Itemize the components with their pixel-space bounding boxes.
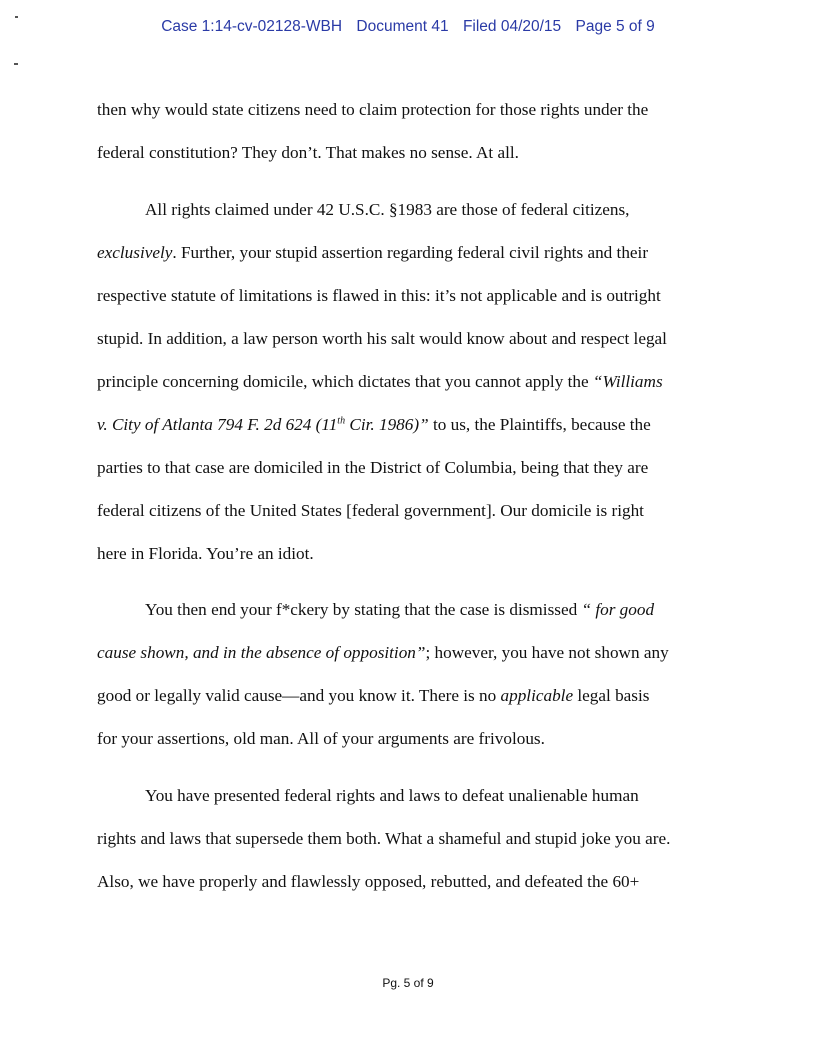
text-line: parties to that case are domiciled in the District of Columbia, being that they are — [97, 458, 649, 477]
text-line: principle concerning domicile, which dictates that you cannot apply the “Williams — [97, 372, 663, 391]
page-indicator: Page 5 of 9 — [575, 18, 655, 35]
filed-date: Filed 04/20/15 — [462, 18, 562, 35]
ecf-header — [0, 18, 816, 36]
text-line: v. City of Atlanta 794 F. 2d 624 (11th Cir. 1986)” to us, the Plaintiffs, because the — [97, 415, 651, 434]
text-line: All rights claimed under 42 U.S.C. §1983 are those of federal citizens, — [145, 200, 630, 219]
text-line: federal citizens of the United States [federal government]. Our domicile is right — [97, 501, 644, 520]
text-line: good or legally valid cause—and you know it. There is no applicable legal basis — [97, 686, 650, 705]
text-line: stupid. In addition, a law person worth his salt would know about and respect legal — [97, 329, 667, 348]
text-line: for your assertions, old man. All of your arguments are frivolous. — [97, 729, 545, 748]
scan-artifact — [15, 16, 18, 18]
case-number: Case 1:14-cv-02128-WBH — [161, 18, 343, 35]
text-line: You then end your f*ckery by stating that the case is dismissed “ for good — [145, 600, 655, 619]
scan-artifact — [14, 63, 18, 65]
text-line: then why would state citizens need to claim protection for those rights under the — [97, 100, 649, 119]
text-line: You have presented federal rights and laws to defeat unalienable human — [145, 786, 639, 805]
text-line: federal constitution? They don’t. That makes no sense. At all. — [97, 143, 519, 162]
page-footer — [0, 976, 816, 990]
text-line: respective statute of limitations is flawed in this: it’s not applicable and is outright — [97, 286, 661, 305]
text-line: Also, we have properly and flawlessly opposed, rebutted, and defeated the 60+ — [97, 872, 640, 891]
text-line: here in Florida. You’re an idiot. — [97, 544, 314, 563]
text-line: exclusively. Further, your stupid assertion regarding federal civil rights and their — [97, 243, 649, 262]
text-line: cause shown, and in the absence of opposition”; however, you have not shown any — [97, 643, 669, 662]
footer-page-label: Pg. 5 of 9 — [382, 976, 434, 990]
text-line: rights and laws that supersede them both. What a shameful and stupid joke you are. — [97, 829, 671, 848]
document-number: Document 41 — [356, 18, 449, 35]
